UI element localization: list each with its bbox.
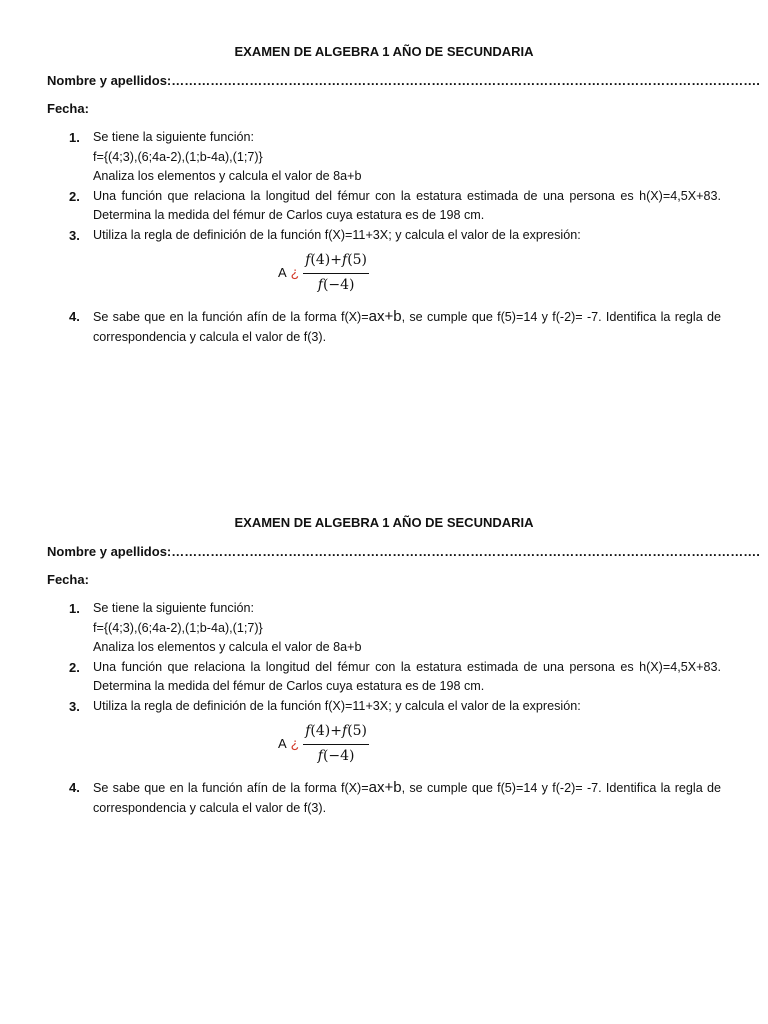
question-3	[47, 697, 721, 767]
question-3	[47, 226, 721, 296]
question-1-line-1: Se tiene la siguiente función:	[93, 601, 255, 615]
formula-lhs: A	[278, 736, 287, 752]
formula-unrendered-glyph: ¿	[290, 735, 300, 752]
exam-title: EXAMEN DE ALGEBRA 1 AÑO DE SECUNDARIA	[234, 44, 534, 59]
question-list	[47, 128, 721, 347]
question-number: 3.	[69, 227, 80, 243]
name-field-label: Nombre y apellidos:……………………………………………………………………………………………………………………….	[47, 73, 760, 88]
question-number: 4.	[69, 309, 80, 324]
question-number: 2.	[69, 188, 80, 204]
question-1-line-2: f={(4;3),(6;4a-2),(1;b-4a),(1;7)}	[93, 149, 263, 164]
formula-lhs: A	[278, 265, 287, 281]
question-4-text: Se sabe que en la función afín de la forma f(X)=ax+b, se cumple que f(5)=14 y f(-2)= -7. Identifica la regla de correspondencia y calcula el valor de f(3).	[93, 308, 721, 344]
formula-unrendered-glyph: ¿	[290, 264, 300, 281]
formula-fraction	[303, 251, 369, 295]
question-1-line-2: f={(4;3),(6;4a-2),(1;b-4a),(1;7)}	[93, 620, 263, 635]
exam-title: EXAMEN DE ALGEBRA 1 AÑO DE SECUNDARIA	[234, 515, 534, 530]
question-number: 1.	[69, 130, 80, 145]
question-number: 2.	[69, 659, 80, 675]
exam-copy-2	[47, 513, 760, 818]
question-1	[47, 128, 721, 187]
question-1-line-1: Se tiene la siguiente función:	[93, 130, 255, 144]
expression-formula	[278, 722, 721, 766]
formula-numerator: f(4)+f(5)	[303, 251, 369, 274]
date-field-label: Fecha:	[47, 572, 89, 587]
name-field-label: Nombre y apellidos:……………………………………………………………………………………………………………………….	[47, 544, 760, 559]
question-4	[47, 307, 721, 347]
question-number: 4.	[69, 780, 80, 795]
question-1-line-3: Analiza los elementos y calcula el valor de 8a+b	[93, 169, 362, 183]
question-4	[47, 778, 721, 818]
question-3-text: Utiliza la regla de definición de la función f(X)=11+3X; y calcula el valor de la expresión:	[93, 227, 581, 242]
question-2-text: Una función que relaciona la longitud del fémur con la estatura estimada de una persona es h(X)=4,5X+83. Determina la medida del fémur de Carlos cuya estatura es de 198 cm.	[93, 659, 721, 693]
expression-formula	[278, 251, 721, 295]
question-number: 1.	[69, 601, 80, 616]
question-4-text: Se sabe que en la función afín de la forma f(X)=ax+b, se cumple que f(5)=14 y f(-2)= -7. Identifica la regla de correspondencia y calcula el valor de f(3).	[93, 779, 721, 815]
formula-numerator: f(4)+f(5)	[303, 722, 369, 745]
question-number: 3.	[69, 698, 80, 714]
question-1-line-3: Analiza los elementos y calcula el valor de 8a+b	[93, 640, 362, 654]
question-2-text: Una función que relaciona la longitud del fémur con la estatura estimada de una persona es h(X)=4,5X+83. Determina la medida del fémur de Carlos cuya estatura es de 198 cm.	[93, 188, 721, 222]
date-field-label: Fecha:	[47, 101, 89, 116]
question-2	[47, 658, 721, 697]
question-2	[47, 187, 721, 226]
question-list	[47, 599, 721, 818]
exam-copy-1	[47, 42, 760, 347]
formula-denominator: f(−4)	[317, 276, 355, 293]
question-1	[47, 599, 721, 658]
question-3-text: Utiliza la regla de definición de la función f(X)=11+3X; y calcula el valor de la expresión:	[93, 698, 581, 713]
formula-fraction	[303, 722, 369, 766]
formula-denominator: f(−4)	[317, 747, 355, 764]
